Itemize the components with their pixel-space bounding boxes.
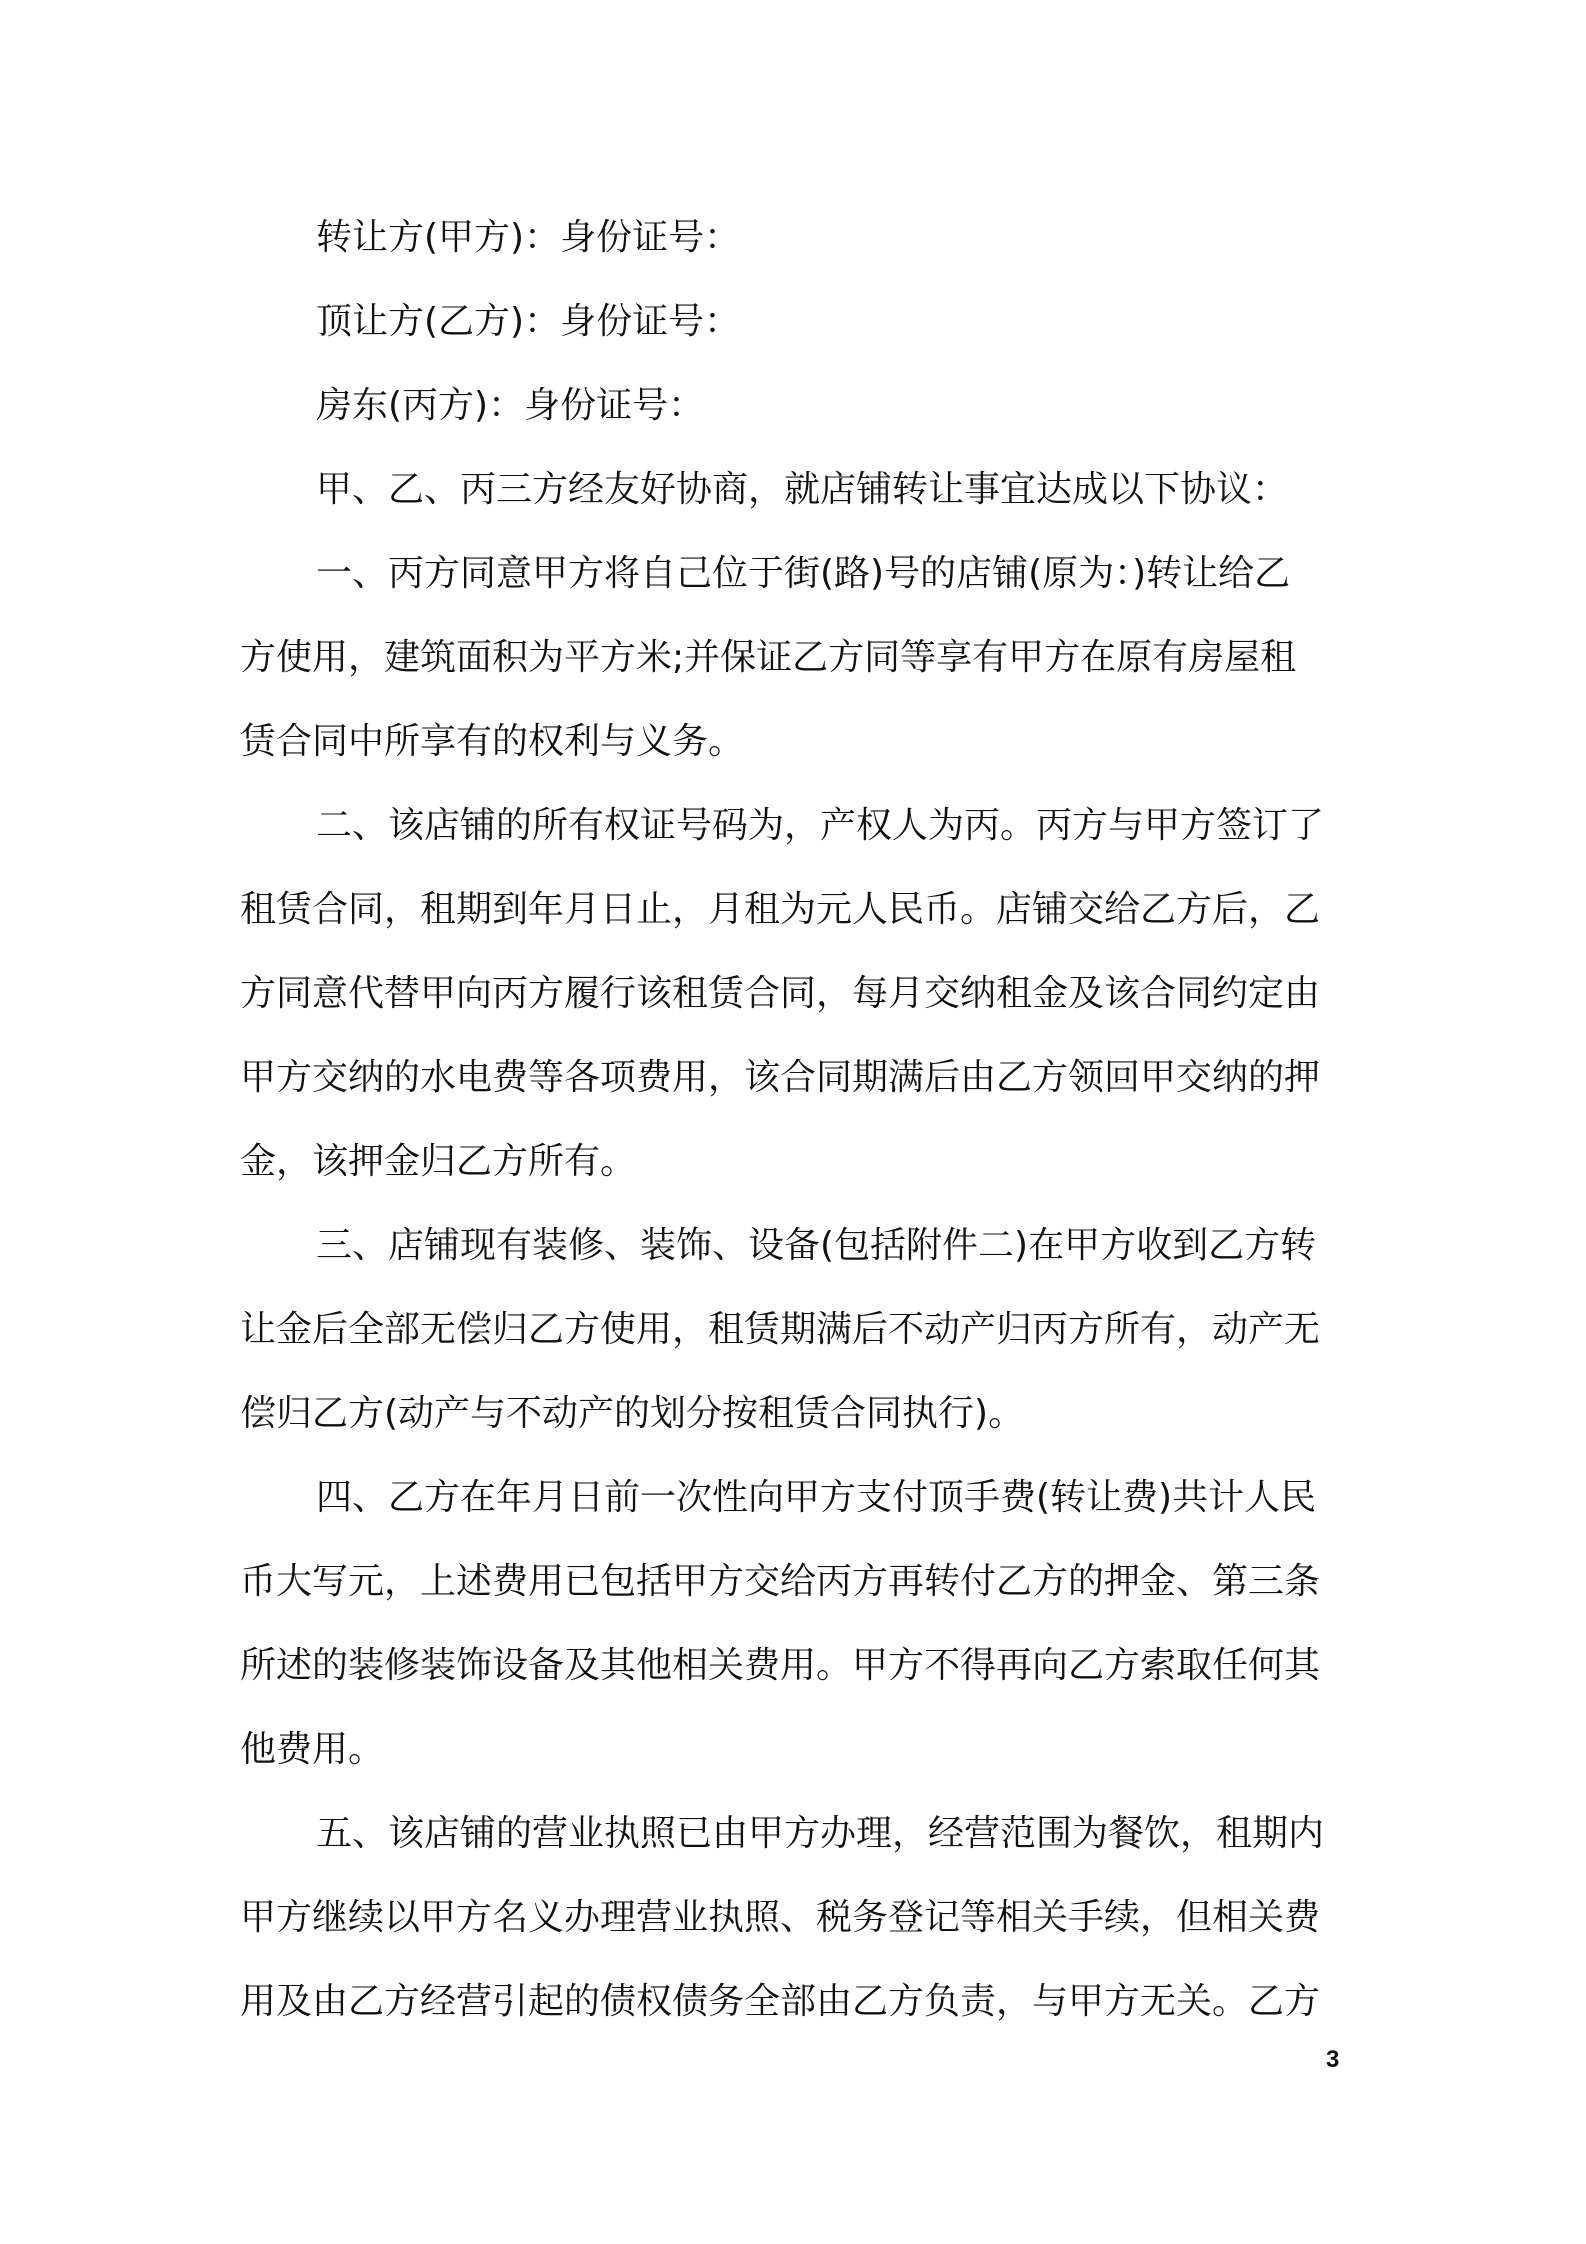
clause-5-line-1: 五、该店铺的营业执照已由甲方办理，经营范围为餐饮，租期内 — [316, 1813, 1325, 1854]
clause-3-line-2: 让金后全部无偿归乙方使用，租赁期满后不动产归丙方所有，动产无 — [240, 1309, 1321, 1350]
clause-1-line-3: 赁合同中所享有的权利与义务。 — [240, 721, 745, 762]
clause-2-line-4: 甲方交纳的水电费等各项费用，该合同期满后由乙方领回甲交纳的押 — [240, 1057, 1321, 1098]
clause-2-line-2: 租赁合同，租期到年月日止，月租为元人民币。店铺交给乙方后，乙 — [240, 889, 1321, 930]
page-number: 3 — [1326, 2046, 1340, 2073]
clause-1-line-2: 方使用，建筑面积为平方米;并保证乙方同等享有甲方在原有房屋租 — [240, 637, 1297, 678]
clause-4-line-3: 所述的装修装饰设备及其他相关费用。甲方不得再向乙方索取任何其 — [240, 1645, 1321, 1686]
party-c-line: 房东(丙方)：身份证号： — [316, 385, 705, 426]
clause-2-line-1: 二、该店铺的所有权证号码为，产权人为丙。丙方与甲方签订了 — [316, 805, 1325, 846]
document-body — [240, 196, 1350, 2044]
clause-3-line-1: 三、店铺现有装修、装饰、设备(包括附件二)在甲方收到乙方转 — [316, 1225, 1317, 1266]
clause-3-line-3: 偿归乙方(动产与不动产的划分按租赁合同执行)。 — [240, 1393, 1025, 1434]
clause-4-line-1: 四、乙方在年月日前一次性向甲方支付顶手费(转让费)共计人民 — [316, 1477, 1317, 1518]
clause-5-line-2: 甲方继续以甲方名义办理营业执照、税务登记等相关手续，但相关费 — [240, 1897, 1321, 1938]
party-a-line: 转让方(甲方)：身份证号： — [316, 217, 741, 258]
clause-2-line-3: 方同意代替甲向丙方履行该租赁合同，每月交纳租金及该合同约定由 — [240, 973, 1321, 1014]
clause-4-line-2: 币大写元，上述费用已包括甲方交给丙方再转付乙方的押金、第三条 — [240, 1561, 1321, 1602]
clause-2-line-5: 金，该押金归乙方所有。 — [240, 1141, 637, 1182]
clause-4-line-4: 他费用。 — [240, 1729, 385, 1770]
agreement-intro: 甲、乙、丙三方经友好协商，就店铺转让事宜达成以下协议： — [316, 469, 1289, 510]
clause-5-line-3: 用及由乙方经营引起的债权债务全部由乙方负责，与甲方无关。乙方 — [240, 1981, 1321, 2022]
clause-1-line-1: 一、丙方同意甲方将自己位于街(路)号的店铺(原为：)转让给乙 — [316, 553, 1291, 594]
party-b-line: 顶让方(乙方)：身份证号： — [316, 301, 741, 342]
